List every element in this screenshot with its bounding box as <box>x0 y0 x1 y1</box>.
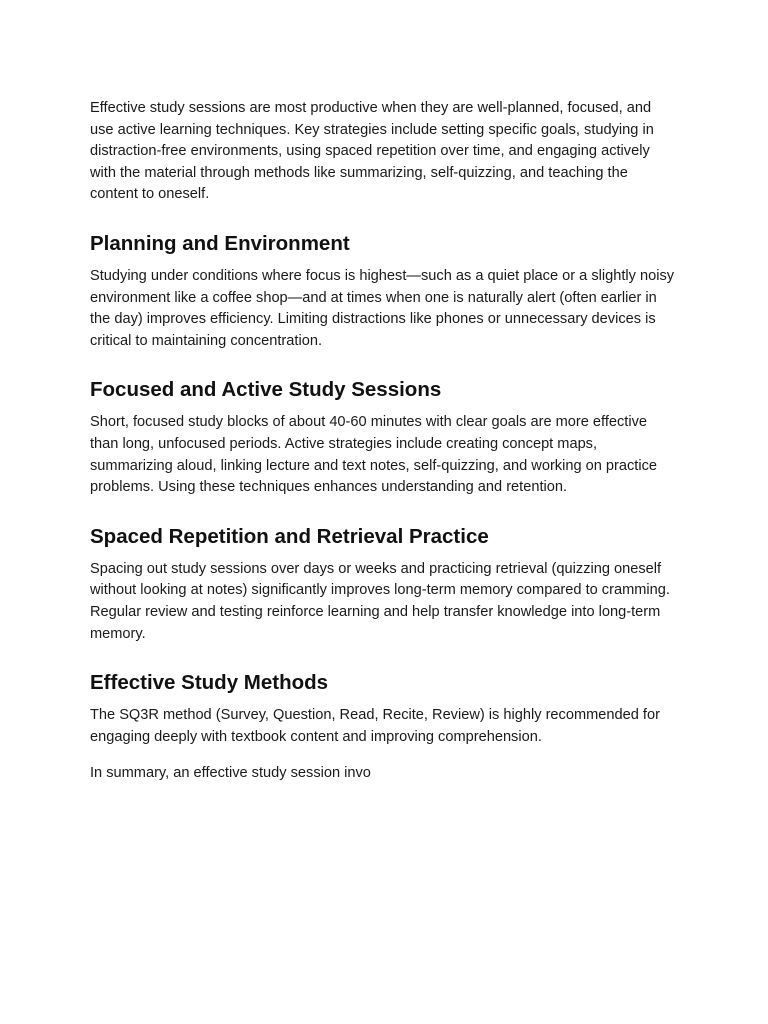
section-heading: Spaced Repetition and Retrieval Practice <box>90 524 489 548</box>
summary-paragraph: In summary, an effective study session invo <box>90 765 371 782</box>
section-heading: Planning and Environment <box>90 231 350 255</box>
section-focused-active-study <box>90 377 678 498</box>
section-paragraph: Studying under conditions where focus is highest—such as a quiet place or a slightly noisy environment like a coffee shop—and at times when one is naturally alert (often earlier in the day) improves efficiency. Limiting distractions like phones or unnecessary devices is critical to maintaining concentration. <box>90 267 675 349</box>
section-heading: Effective Study Methods <box>90 671 329 695</box>
section-planning-environment <box>90 231 678 352</box>
section-paragraph: Spacing out study sessions over days or weeks and practicing retrieval (quizzing oneself without looking at notes) significantly improves long-term memory compared to cramming. Regular review and testing reinforce learning and help transfer knowledge into long-term memory. <box>90 560 670 642</box>
section-paragraph: The SQ3R method (Survey, Question, Read, Recite, Review) is highly recommended for engaging deeply with textbook content and improving comprehension. <box>90 707 660 745</box>
section-spaced-repetition <box>90 524 678 645</box>
section-paragraph: Short, focused study blocks of about 40-60 minutes with clear goals are more effective than long, unfocused periods. Active strategies include creating concept maps, summarizing aloud, linking lecture and text notes, self-quizzing, and working on practice problems. Using these techniques enhances understanding and retention. <box>90 414 658 496</box>
section-study-methods <box>90 670 678 748</box>
intro-paragraph: Effective study sessions are most productive when they are well-planned, focused, and use active learning techniques. Key strategies include setting specific goals, studying in distraction-free environments, using spaced repetition over time, and engaging actively with the material through methods like summarizing, self-quizzing, and teaching the content to oneself. <box>90 100 654 203</box>
section-heading: Focused and Active Study Sessions <box>90 378 442 402</box>
